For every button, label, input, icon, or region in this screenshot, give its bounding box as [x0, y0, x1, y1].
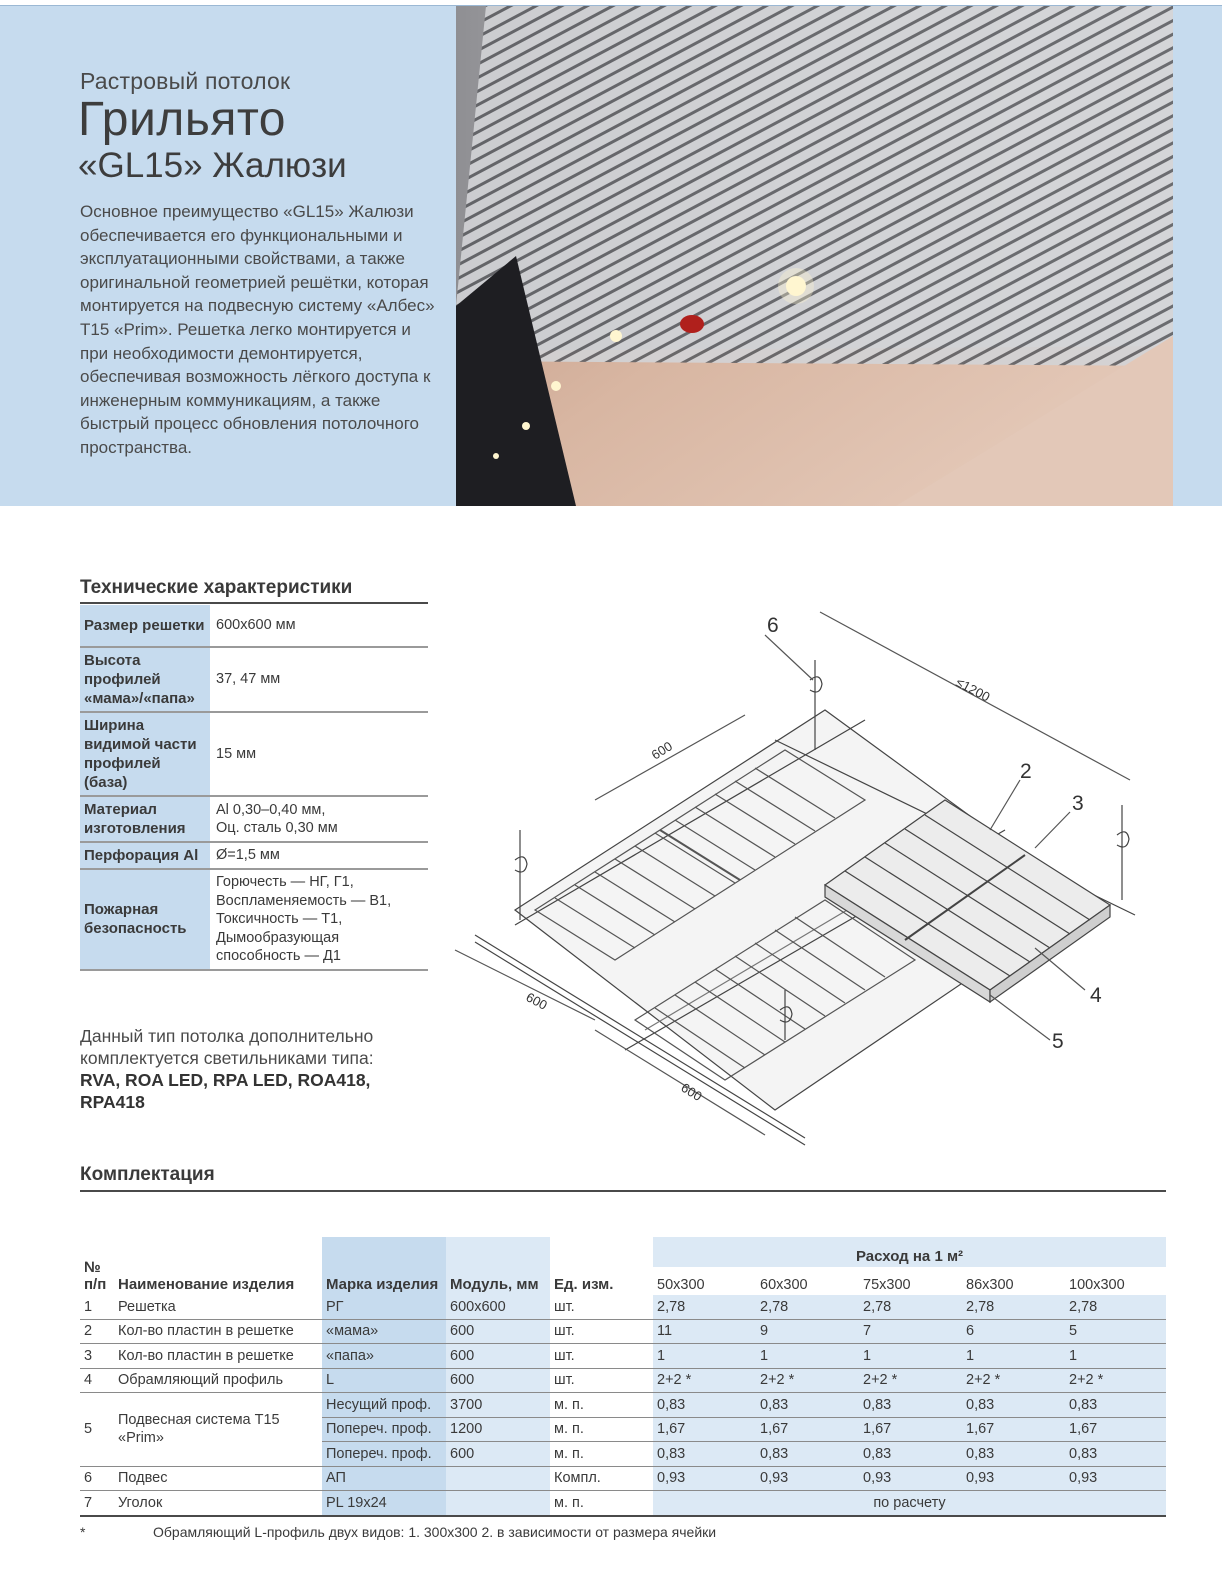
row-unit: м. п.: [550, 1417, 653, 1442]
page-title: Грильято: [78, 93, 286, 146]
spec-key: Размер решетки: [80, 605, 210, 647]
row-unit: м. п.: [550, 1442, 653, 1467]
diagram-dim-600-bottom: 600: [678, 1079, 705, 1105]
row-val: 1: [1065, 1344, 1166, 1369]
specs-row: [80, 647, 428, 712]
row-val: 1: [653, 1344, 756, 1369]
row-unit: шт.: [550, 1344, 653, 1369]
row-name: Подвесная система Т15 «Prim»: [114, 1393, 322, 1467]
row-name: Кол-во пластин в решетке: [114, 1344, 322, 1369]
row-module: 3700: [446, 1393, 550, 1418]
diagram-dim-1200: ≤1200: [953, 674, 993, 705]
specs-heading: Технические характеристики: [80, 577, 353, 598]
row-name: Кол-во пластин в решетке: [114, 1319, 322, 1344]
row-mark: L: [322, 1368, 446, 1393]
spec-key: Высота профилей «мама»/«папа»: [80, 647, 210, 712]
product-kind: Растровый потолок: [80, 68, 291, 94]
row-unit: м. п.: [550, 1491, 653, 1516]
spec-value: 15 мм: [210, 712, 428, 796]
row-name: Подвес: [114, 1466, 322, 1491]
row-unit: шт.: [550, 1368, 653, 1393]
row-no: 4: [80, 1368, 114, 1393]
spec-value: 600х600 мм: [210, 605, 428, 647]
row-val: 0,93: [756, 1466, 859, 1491]
consumption-header: Расход на 1 м²: [653, 1237, 1166, 1267]
diagram-label-5: 5: [1052, 1030, 1064, 1053]
diagram-dim-600-left: 600: [523, 989, 550, 1013]
col-unit-header: Ед. изм.: [550, 1237, 653, 1295]
row-module: 600: [446, 1319, 550, 1344]
row-val: 1: [756, 1344, 859, 1369]
specs-row: [80, 712, 428, 796]
row-val: 0,93: [653, 1466, 756, 1491]
row-val: 0,83: [1065, 1393, 1166, 1418]
row-name: Решетка: [114, 1295, 322, 1319]
row-no: 6: [80, 1466, 114, 1491]
row-mark: АП: [322, 1466, 446, 1491]
row-module: 1200: [446, 1417, 550, 1442]
page-subtitle: «GL15» Жалюзи: [78, 146, 347, 185]
kit-rule: [80, 1190, 1166, 1192]
specs-table: [80, 605, 428, 971]
row-module: 600: [446, 1442, 550, 1467]
table-row: [80, 1319, 1166, 1344]
row-unit: шт.: [550, 1319, 653, 1344]
row-name: Уголок: [114, 1491, 322, 1516]
spec-value: Горючесть — НГ, Г1, Воспламеняемость — В1, Токсичность — Т1, Дымообразующая способность — Д1: [210, 869, 428, 970]
row-val: по расчету: [653, 1491, 1166, 1516]
row-val: 1,67: [962, 1417, 1065, 1442]
specs-row: [80, 796, 428, 842]
row-val: 1: [962, 1344, 1065, 1369]
table-row: [80, 1491, 1166, 1516]
row-no: 5: [80, 1393, 114, 1467]
footnote-text: Обрамляющий L-профиль двух видов: 1. 300х300 2. в зависимости от размера ячейки: [153, 1524, 717, 1540]
row-val: 0,83: [859, 1442, 962, 1467]
row-val: 0,83: [1065, 1442, 1166, 1467]
row-module: [446, 1466, 550, 1491]
row-val: 0,93: [1065, 1466, 1166, 1491]
ceiling-photo: [456, 6, 1173, 506]
row-val: 2,78: [653, 1295, 756, 1319]
row-mark: Попереч. проф.: [322, 1442, 446, 1467]
diagram-dim-600-top: 600: [648, 738, 675, 763]
row-val: 0,83: [756, 1442, 859, 1467]
row-mark: PL 19х24: [322, 1491, 446, 1516]
table-row: [80, 1368, 1166, 1393]
spec-value: 37, 47 мм: [210, 647, 428, 712]
row-val: 9: [756, 1319, 859, 1344]
col-module-header: Модуль, мм: [446, 1237, 550, 1295]
row-no: 1: [80, 1295, 114, 1319]
kit-heading: Комплектация: [80, 1164, 215, 1185]
diagram-label-3: 3: [1072, 792, 1084, 815]
lamps-note: [80, 1025, 440, 1113]
row-val: 11: [653, 1319, 756, 1344]
spec-value: Al 0,30–0,40 мм, Оц. сталь 0,30 мм: [210, 796, 428, 842]
row-val: 0,83: [962, 1393, 1065, 1418]
row-val: 2+2 *: [756, 1368, 859, 1393]
specs-rule: [80, 602, 428, 604]
row-val: 0,93: [859, 1466, 962, 1491]
table-row: [80, 1344, 1166, 1369]
size-header: 75х300: [859, 1267, 962, 1295]
table-row: [80, 1466, 1166, 1491]
row-val: 1,67: [859, 1417, 962, 1442]
row-val: 2,78: [1065, 1295, 1166, 1319]
row-val: 1,67: [1065, 1417, 1166, 1442]
row-val: 7: [859, 1319, 962, 1344]
row-mark: РГ: [322, 1295, 446, 1319]
row-no: 7: [80, 1491, 114, 1516]
table-row: [80, 1295, 1166, 1319]
row-val: 0,83: [962, 1442, 1065, 1467]
row-val: 2+2 *: [653, 1368, 756, 1393]
row-val: 0,93: [962, 1466, 1065, 1491]
size-header: 100х300: [1065, 1267, 1166, 1295]
row-module: 600: [446, 1344, 550, 1369]
size-header: 86х300: [962, 1267, 1065, 1295]
row-no: 3: [80, 1344, 114, 1369]
size-header: 60х300: [756, 1267, 859, 1295]
spec-key: Пожарная безопасность: [80, 869, 210, 970]
size-header: 50х300: [653, 1267, 756, 1295]
row-module: [446, 1491, 550, 1516]
row-val: 2+2 *: [1065, 1368, 1166, 1393]
row-mark: «папа»: [322, 1344, 446, 1369]
diagram-label-6: 6: [767, 614, 779, 637]
row-val: 1: [859, 1344, 962, 1369]
specs-row: [80, 605, 428, 647]
diagram-label-2: 2: [1020, 760, 1032, 783]
spec-key: Перфорация Al: [80, 842, 210, 869]
lamps-list: RVA, ROA LED, RPA LED, ROA418, RPA418: [80, 1070, 371, 1112]
row-mark: Несущий проф.: [322, 1393, 446, 1418]
row-val: 0,83: [756, 1393, 859, 1418]
spec-key: Материал изготовления: [80, 796, 210, 842]
assembly-diagram: [445, 590, 1165, 1150]
col-mark-header: Марка изделия: [322, 1237, 446, 1295]
row-module: 600х600: [446, 1295, 550, 1319]
row-module: 600: [446, 1368, 550, 1393]
row-name: Обрамляющий профиль: [114, 1368, 322, 1393]
row-val: 2+2 *: [859, 1368, 962, 1393]
spec-key: Ширина видимой части профилей (база): [80, 712, 210, 796]
row-unit: м. п.: [550, 1393, 653, 1418]
row-val: 2,78: [859, 1295, 962, 1319]
row-val: 2,78: [756, 1295, 859, 1319]
col-name-header: Наименование изделия: [114, 1237, 322, 1295]
col-no-header: № п/п: [80, 1237, 114, 1295]
row-val: 5: [1065, 1319, 1166, 1344]
row-val: 0,83: [653, 1442, 756, 1467]
row-val: 0,83: [653, 1393, 756, 1418]
specs-row: [80, 869, 428, 970]
row-no: 2: [80, 1319, 114, 1344]
row-unit: шт.: [550, 1295, 653, 1319]
table-row: [80, 1393, 1166, 1418]
row-val: 1,67: [756, 1417, 859, 1442]
spec-value: Ø=1,5 мм: [210, 842, 428, 869]
footnote-mark: *: [80, 1524, 86, 1540]
row-unit: Компл.: [550, 1466, 653, 1491]
row-mark: «мама»: [322, 1319, 446, 1344]
diagram-label-4: 4: [1090, 984, 1102, 1007]
row-val: 1,67: [653, 1417, 756, 1442]
row-val: 6: [962, 1319, 1065, 1344]
row-mark: Попереч. проф.: [322, 1417, 446, 1442]
specs-row: [80, 842, 428, 869]
intro-paragraph: Основное преимущество «GL15» Жалюзи обеспечивается его функциональными и эксплуатационными свойствами, а также оригинальной геометрией решётки, которая монтируется на подвесную систему «Албес» Т15 «Prim». Решетка легко монтируется и при необходимости демонтируется, обеспечивая возможность лёгкого доступа к инженерным коммуникациям, а также быстрый процесс обновления потолочного пространства.: [80, 202, 435, 457]
row-val: 2,78: [962, 1295, 1065, 1319]
row-val: 2+2 *: [962, 1368, 1065, 1393]
kit-table: [80, 1237, 1166, 1517]
lamps-text: Данный тип потолка дополнительно комплектуется светильниками типа:: [80, 1026, 374, 1068]
row-val: 0,83: [859, 1393, 962, 1418]
